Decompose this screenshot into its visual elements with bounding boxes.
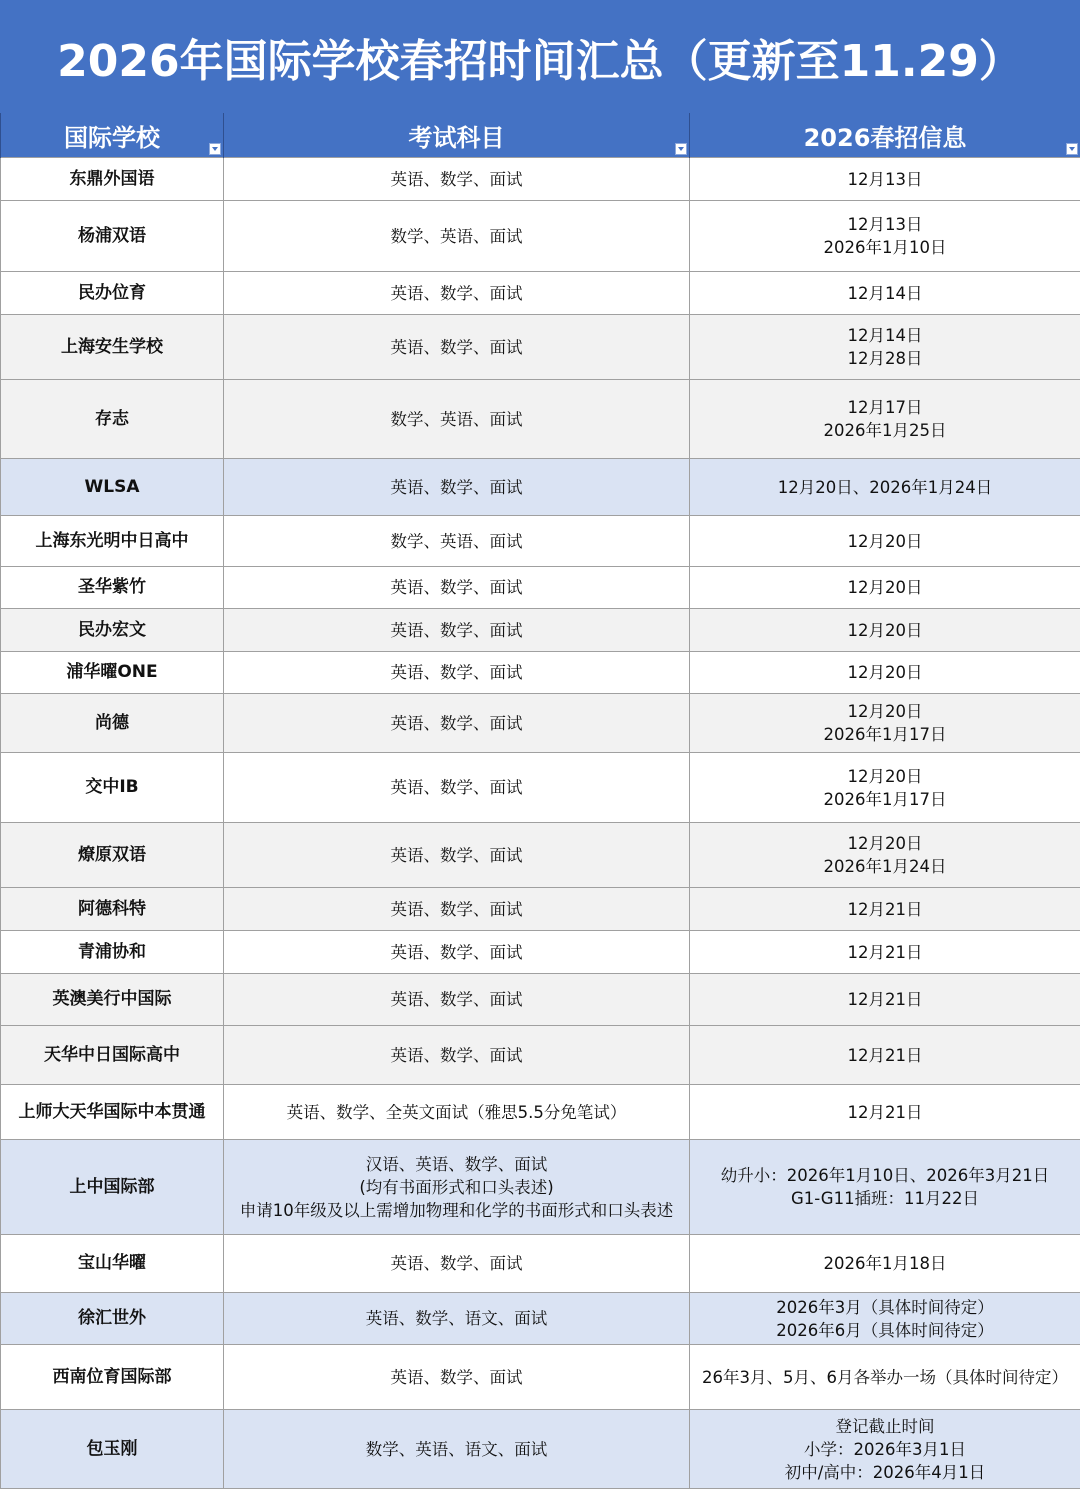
info-cell-line: 登记截止时间	[835, 1416, 935, 1436]
subjects-cell-line: 英语、数学、面试	[390, 1367, 523, 1387]
table-row	[1, 1235, 1080, 1293]
header-row	[1, 113, 1080, 158]
info-cell[interactable]	[690, 931, 1080, 974]
info-cell[interactable]	[690, 1085, 1080, 1140]
subjects-cell[interactable]	[224, 974, 690, 1026]
info-cell[interactable]	[690, 567, 1080, 609]
subjects-cell[interactable]	[224, 931, 690, 974]
school-cell[interactable]: 尚德	[1, 694, 224, 753]
table-row	[1, 1085, 1080, 1140]
info-cell[interactable]	[690, 823, 1080, 888]
subjects-cell[interactable]	[224, 1410, 690, 1489]
header-subjects	[224, 113, 690, 158]
info-cell-line: 12月14日	[847, 326, 923, 345]
info-cell[interactable]	[690, 1293, 1080, 1345]
subjects-cell[interactable]	[224, 459, 690, 516]
subjects-cell-line: 英语、数学、面试	[390, 620, 523, 640]
subjects-cell-line: 英语、数学、面试	[390, 942, 523, 962]
subjects-cell-line: 英语、数学、面试	[390, 990, 523, 1009]
table-row	[1, 753, 1080, 823]
subjects-cell[interactable]	[224, 315, 690, 380]
table-row	[1, 315, 1080, 380]
subjects-cell[interactable]	[224, 753, 690, 823]
subjects-cell[interactable]	[224, 567, 690, 609]
filter-dropdown-icon[interactable]	[1066, 143, 1078, 155]
subjects-cell-line: 英语、数学、面试	[390, 283, 523, 303]
table-row	[1, 931, 1080, 974]
info-cell[interactable]	[690, 974, 1080, 1026]
subjects-cell-line: 英语、数学、面试	[390, 169, 523, 189]
table-row	[1, 272, 1080, 315]
info-cell[interactable]	[690, 694, 1080, 753]
info-cell[interactable]	[690, 272, 1080, 315]
table-row	[1, 516, 1080, 567]
subjects-cell[interactable]	[224, 1140, 690, 1235]
subjects-cell-line: 英语、数学、语文、面试	[365, 1309, 548, 1328]
info-cell[interactable]	[690, 201, 1080, 272]
info-cell-line: 12月13日	[847, 215, 923, 234]
school-cell[interactable]: 西南位育国际部	[1, 1345, 224, 1410]
info-cell-line: 12月21日	[847, 1045, 923, 1065]
schedule-table	[0, 113, 1080, 1489]
subjects-cell-line: 英语、数学、面试	[390, 663, 523, 682]
info-cell-line: 2026年1月18日	[823, 1254, 947, 1273]
subjects-cell[interactable]	[224, 201, 690, 272]
header-school-label: 国际学校	[64, 123, 160, 152]
info-cell-line: 2026年1月10日	[823, 238, 947, 257]
page-title: 2026年国际学校春招时间汇总（更新至11.29）	[0, 0, 1080, 113]
info-cell-line: 2026年6月（具体时间待定）	[776, 1320, 994, 1340]
subjects-cell-line: 申请10年级及以上需增加物理和化学的书面形式和口头表述	[239, 1200, 674, 1220]
subjects-cell[interactable]	[224, 1293, 690, 1345]
school-cell[interactable]: WLSA	[1, 459, 224, 516]
subjects-cell[interactable]	[224, 652, 690, 694]
info-cell-line: 12月20日	[847, 766, 923, 786]
info-cell-line: 12月20日	[847, 578, 923, 597]
subjects-cell-line: (均有书面形式和口头表述)	[359, 1177, 554, 1197]
info-cell[interactable]	[690, 652, 1080, 694]
info-cell-line: 2026年1月17日	[823, 725, 947, 744]
subjects-cell[interactable]	[224, 1026, 690, 1085]
table-row	[1, 694, 1080, 753]
info-cell[interactable]	[690, 1235, 1080, 1293]
info-cell-line: 2026年3月（具体时间待定）	[776, 1297, 994, 1317]
info-cell[interactable]	[690, 753, 1080, 823]
table-row	[1, 158, 1080, 201]
info-cell[interactable]	[690, 459, 1080, 516]
table-row	[1, 459, 1080, 516]
info-cell-line: 初中/高中：2026年4月1日	[784, 1462, 986, 1482]
info-cell[interactable]	[690, 1345, 1080, 1410]
table-row	[1, 974, 1080, 1026]
table-row	[1, 823, 1080, 888]
table-row	[1, 380, 1080, 459]
info-cell-line: 12月20日	[847, 702, 923, 721]
school-cell[interactable]: 青浦协和	[1, 931, 224, 974]
subjects-cell-line: 英语、数学、面试	[390, 578, 523, 597]
subjects-cell[interactable]	[224, 158, 690, 201]
info-cell-line: 12月20日	[847, 834, 923, 853]
subjects-cell-line: 数学、英语、语文、面试	[365, 1439, 548, 1459]
school-cell[interactable]: 上海东光明中日高中	[1, 516, 224, 567]
subjects-cell-line: 英语、数学、面试	[390, 1045, 523, 1065]
subjects-cell[interactable]	[224, 609, 690, 652]
subjects-cell-line: 英语、数学、面试	[390, 778, 523, 797]
school-cell[interactable]: 存志	[1, 380, 224, 459]
school-cell[interactable]: 上中国际部	[1, 1140, 224, 1235]
subjects-cell-line: 汉语、英语、数学、面试	[365, 1154, 548, 1174]
header-info	[690, 113, 1080, 158]
table-row	[1, 1026, 1080, 1085]
school-cell[interactable]: 交中IB	[1, 753, 224, 823]
info-cell-line: 2026年1月25日	[823, 421, 947, 440]
school-cell[interactable]: 民办宏文	[1, 609, 224, 652]
subjects-cell[interactable]	[224, 823, 690, 888]
school-cell[interactable]: 东鼎外国语	[1, 158, 224, 201]
info-cell[interactable]	[690, 1140, 1080, 1235]
info-cell-line: 12月20日、2026年1月24日	[777, 477, 993, 497]
header-subjects-label: 考试科目	[408, 123, 505, 152]
school-cell[interactable]: 圣华紫竹	[1, 567, 224, 609]
subjects-cell[interactable]	[224, 1085, 690, 1140]
info-cell[interactable]	[690, 158, 1080, 201]
info-cell-line: 12月21日	[847, 1102, 923, 1122]
table-row	[1, 1140, 1080, 1235]
info-cell-line: 幼升小：2026年1月10日、2026年3月21日	[720, 1166, 1050, 1185]
info-cell-line: G1-G11插班：11月22日	[790, 1189, 980, 1208]
school-cell[interactable]: 阿德科特	[1, 888, 224, 931]
subjects-cell-line: 英语、数学、面试	[390, 1254, 523, 1273]
info-cell-line: 12月13日	[847, 169, 923, 189]
info-cell-line: 26年3月、5月、6月各举办一场（具体时间待定）	[702, 1367, 1068, 1387]
school-cell[interactable]: 浦华曜ONE	[1, 652, 224, 694]
info-cell-line: 12月20日	[847, 620, 923, 640]
header-school	[1, 113, 224, 158]
school-cell[interactable]: 英澳美行中国际	[1, 974, 224, 1026]
info-cell-line: 12月21日	[847, 990, 923, 1009]
header-info-label: 2026春招信息	[803, 123, 967, 152]
subjects-cell[interactable]	[224, 380, 690, 459]
subjects-cell-line: 英语、数学、面试	[390, 477, 523, 497]
info-cell-line: 12月28日	[847, 349, 923, 368]
info-cell[interactable]	[690, 315, 1080, 380]
subjects-cell[interactable]	[224, 888, 690, 931]
school-cell[interactable]: 杨浦双语	[1, 201, 224, 272]
info-cell[interactable]	[690, 516, 1080, 567]
info-cell-line: 12月21日	[847, 942, 923, 962]
subjects-cell[interactable]	[224, 272, 690, 315]
school-cell[interactable]: 上师大天华国际中本贯通	[1, 1085, 224, 1140]
subjects-cell-line: 英语、数学、面试	[390, 713, 523, 733]
subjects-cell-line: 英语、数学、面试	[390, 845, 523, 865]
info-cell-line: 2026年1月17日	[823, 789, 947, 809]
info-cell-line: 12月17日	[847, 398, 923, 417]
school-cell[interactable]: 包玉刚	[1, 1410, 224, 1489]
school-cell[interactable]: 上海安生学校	[1, 315, 224, 380]
info-cell[interactable]	[690, 888, 1080, 931]
subjects-cell-line: 数学、英语、面试	[390, 226, 523, 246]
school-cell[interactable]: 燎原双语	[1, 823, 224, 888]
table-row	[1, 1293, 1080, 1345]
table-row	[1, 1345, 1080, 1410]
table-row	[1, 201, 1080, 272]
subjects-cell-line: 数学、英语、面试	[390, 531, 523, 551]
subjects-cell-line: 英语、数学、面试	[390, 337, 523, 357]
subjects-cell[interactable]	[224, 694, 690, 753]
school-cell[interactable]: 宝山华曜	[1, 1235, 224, 1293]
school-cell[interactable]: 徐汇世外	[1, 1293, 224, 1345]
table-row	[1, 652, 1080, 694]
info-cell-line: 2026年1月24日	[823, 857, 947, 876]
info-cell[interactable]	[690, 1026, 1080, 1085]
subjects-cell-line: 英语、数学、全英文面试（雅思5.5分免笔试）	[286, 1102, 627, 1122]
info-cell[interactable]	[690, 609, 1080, 652]
info-cell-line: 12月14日	[847, 283, 923, 303]
table-row	[1, 888, 1080, 931]
subjects-cell[interactable]	[224, 516, 690, 567]
table-row	[1, 1410, 1080, 1489]
info-cell[interactable]	[690, 380, 1080, 459]
table-row	[1, 609, 1080, 652]
table-row	[1, 567, 1080, 609]
info-cell-line: 12月21日	[847, 899, 923, 919]
school-cell[interactable]: 民办位育	[1, 272, 224, 315]
info-cell-line: 12月20日	[847, 531, 923, 551]
subjects-cell[interactable]	[224, 1345, 690, 1410]
filter-dropdown-icon[interactable]	[675, 143, 687, 155]
info-cell-line: 12月20日	[847, 663, 923, 682]
info-cell-line: 小学：2026年3月1日	[804, 1439, 966, 1459]
school-cell[interactable]: 天华中日国际高中	[1, 1026, 224, 1085]
filter-dropdown-icon[interactable]	[209, 143, 221, 155]
subjects-cell[interactable]	[224, 1235, 690, 1293]
subjects-cell-line: 数学、英语、面试	[390, 409, 523, 429]
info-cell[interactable]	[690, 1410, 1080, 1489]
subjects-cell-line: 英语、数学、面试	[390, 899, 523, 919]
